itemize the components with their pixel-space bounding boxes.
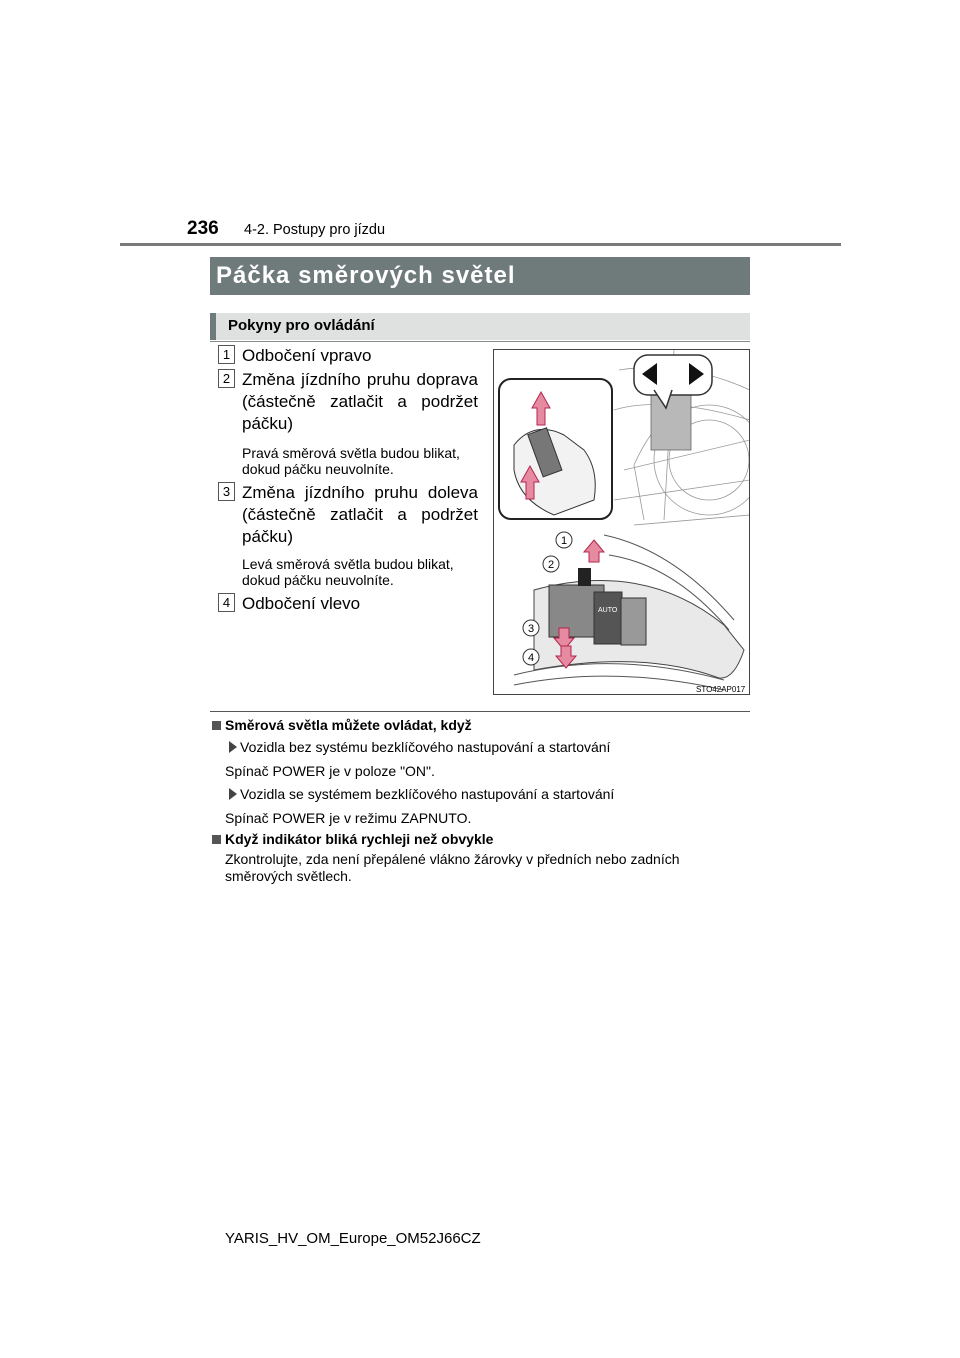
item-note-2: Pravá směrová světla budou blikat, dokud páčku neuvolníte. bbox=[242, 445, 460, 477]
item-note-3: Levá směrová světla budou blikat, dokud páčku neuvolníte. bbox=[242, 556, 454, 588]
subtitle-rule bbox=[210, 341, 750, 342]
page-number: 236 bbox=[187, 218, 219, 239]
section-title: 4-2. Postupy pro jízdu bbox=[244, 222, 386, 238]
lever-column-sketch bbox=[651, 390, 691, 450]
item-text-2: Změna jízdního pruhu doprava (částečně zatlačit a podržet páčku) bbox=[242, 370, 478, 433]
figure-code: STO42AP017 bbox=[696, 685, 746, 694]
heading-square-icon bbox=[212, 835, 221, 844]
title-bar bbox=[210, 257, 750, 295]
note-paragraph-1: Spínač POWER je v poloze "ON". bbox=[225, 763, 435, 779]
light-switch-tab bbox=[578, 568, 591, 586]
item-number-4: 4 bbox=[218, 593, 235, 612]
lever-knob-right bbox=[621, 598, 646, 645]
bullet-arrow-icon bbox=[229, 788, 237, 800]
item-number-3: 3 bbox=[218, 482, 235, 501]
notes-divider bbox=[210, 711, 750, 712]
heading-square-icon bbox=[212, 721, 221, 730]
page-title: Páčka směrových světel bbox=[216, 262, 516, 289]
note-paragraph-3: Zkontrolujte, zda není přepálené vlákno žárovky v předních nebo zadních směrových světlech. bbox=[225, 851, 680, 884]
auto-label: AUTO bbox=[598, 607, 618, 614]
item-text-1: Odbočení vpravo bbox=[242, 346, 372, 365]
turn-signal-illustration bbox=[493, 349, 750, 695]
item-number-1: 1 bbox=[218, 345, 235, 364]
bullet-arrow-icon bbox=[229, 741, 237, 753]
subtitle: Pokyny pro ovládání bbox=[228, 317, 375, 334]
auto-switch-ring bbox=[594, 592, 622, 644]
callout-4: 4 bbox=[527, 652, 535, 664]
note-bullet-2: Vozidla se systémem bezklíčového nastupování a startování bbox=[240, 786, 615, 802]
note-heading-2: Když indikátor bliká rychleji než obvykle bbox=[225, 831, 494, 847]
callout-3: 3 bbox=[527, 623, 535, 635]
callout-1: 1 bbox=[560, 535, 568, 547]
item-number-2: 2 bbox=[218, 369, 235, 388]
callout-2: 2 bbox=[547, 559, 555, 571]
document-footer: YARIS_HV_OM_Europe_OM52J66CZ bbox=[225, 1230, 481, 1247]
note-heading-1: Směrová světla můžete ovládat, když bbox=[225, 717, 472, 733]
note-bullet-1: Vozidla bez systému bezklíčového nastupování a startování bbox=[240, 739, 611, 755]
hand-inset bbox=[499, 379, 612, 519]
illustration-svg bbox=[494, 350, 750, 695]
note-paragraph-2: Spínač POWER je v režimu ZAPNUTO. bbox=[225, 810, 472, 826]
header-rule bbox=[120, 243, 841, 246]
item-text-4: Odbočení vlevo bbox=[242, 594, 361, 613]
subtitle-bar bbox=[210, 313, 750, 340]
item-text-3: Změna jízdního pruhu doleva (částečně zatlačit a podržet páčku) bbox=[242, 483, 478, 546]
